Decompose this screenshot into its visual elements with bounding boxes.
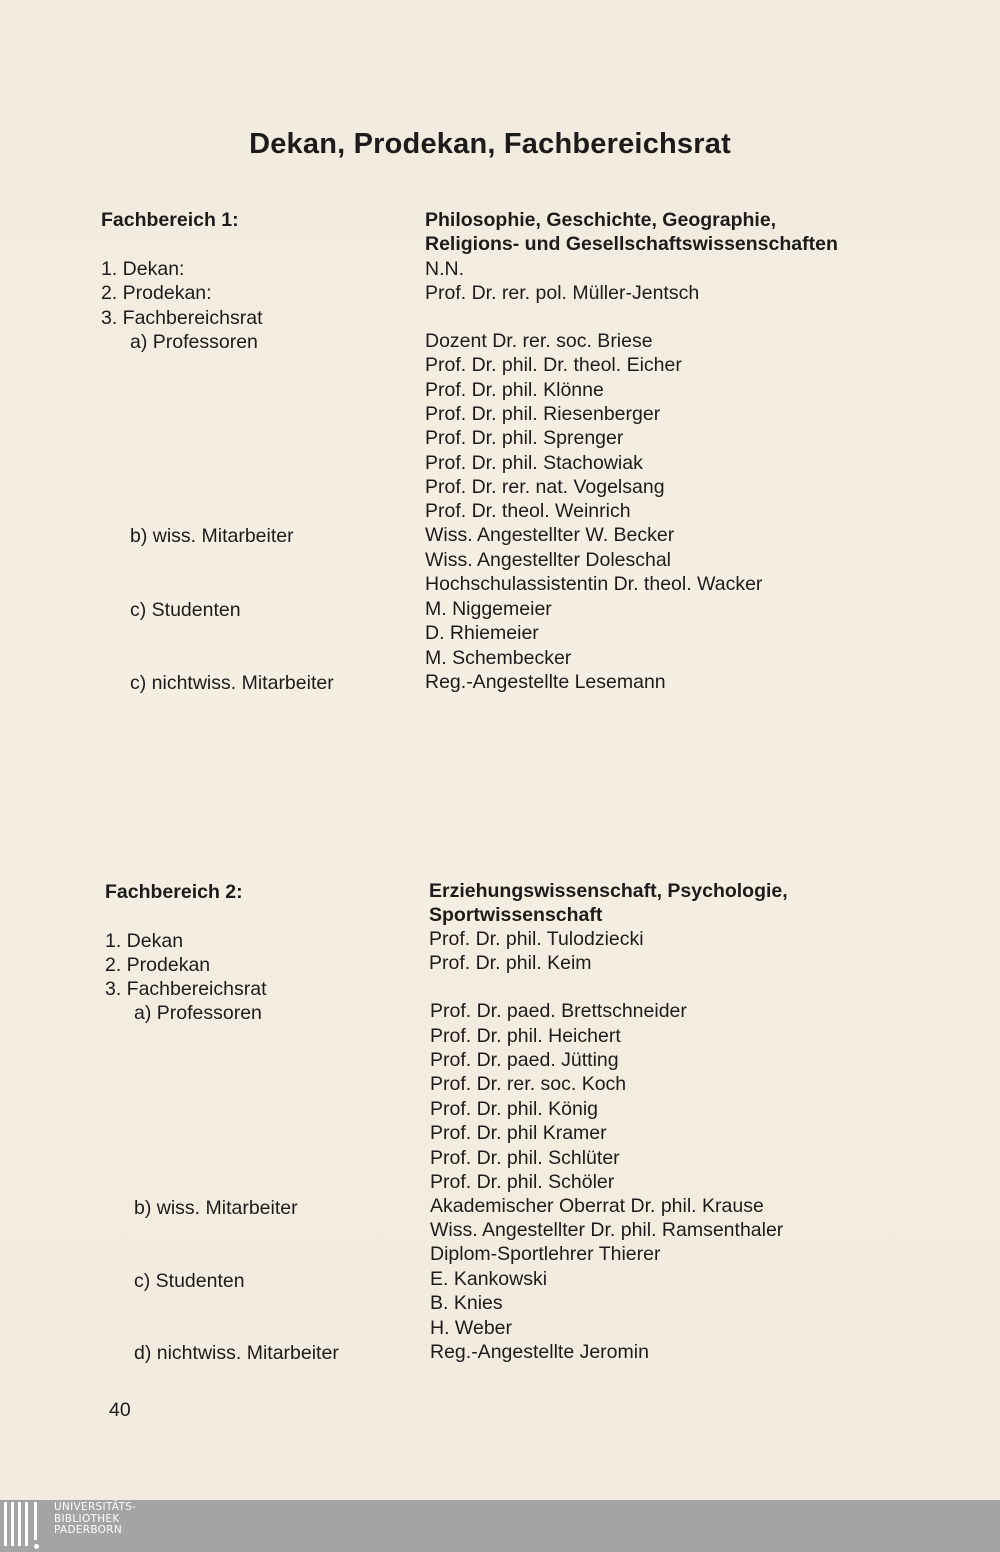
member-name: Prof. Dr. phil. Stachowiak [425, 452, 643, 474]
member-name: H. Weber [430, 1317, 512, 1339]
member-name: M. Niggemeier [425, 598, 552, 620]
member-name: Prof. Dr. phil Kramer [430, 1122, 607, 1144]
page-number: 40 [109, 1399, 131, 1421]
member-name: Akademischer Oberrat Dr. phil. Krause [430, 1195, 764, 1217]
role-label: b) wiss. Mitarbeiter [130, 525, 294, 547]
role-label: 1. Dekan: [101, 258, 185, 280]
member-name: Diplom-Sportlehrer Thierer [430, 1243, 661, 1265]
role-label: a) Professoren [130, 331, 258, 353]
role-label: c) Studenten [134, 1270, 245, 1292]
member-name: Prof. Dr. phil. Dr. theol. Eicher [425, 354, 682, 376]
library-footer [0, 1500, 1000, 1552]
member-name: E. Kankowski [430, 1268, 548, 1290]
member-name: Prof. Dr. phil. Sprenger [425, 427, 624, 449]
member-name: Prof. Dr. phil. Schlüter [430, 1147, 620, 1169]
page-title: Dekan, Prodekan, Fachbereichsrat [249, 128, 731, 160]
role-label: c) nichtwiss. Mitarbeiter [130, 672, 334, 694]
role-label: 3. Fachbereichsrat [101, 307, 263, 329]
member-name: Wiss. Angestellter Doleschal [425, 549, 672, 571]
role-label: 2. Prodekan [105, 954, 211, 976]
member-name: Prof. Dr. rer. nat. Vogelsang [425, 476, 665, 498]
subject-line: Religions- und Gesellschaftswissenschaften [425, 233, 838, 255]
member-name: Wiss. Angestellter W. Becker [425, 524, 675, 546]
role-label: d) nichtwiss. Mitarbeiter [134, 1342, 339, 1364]
member-name: Reg.-Angestellte Jeromin [430, 1341, 649, 1363]
member-name: Hochschulassistentin Dr. theol. Wacker [425, 573, 763, 595]
role-label: a) Professoren [134, 1002, 262, 1024]
section-heading: Fachbereich 1: [101, 209, 239, 231]
member-name: Reg.-Angestellte Lesemann [425, 671, 666, 693]
member-name: Prof. Dr. phil. Heichert [430, 1025, 621, 1047]
member-name: Prof. Dr. paed. Jütting [430, 1049, 619, 1071]
subject-line: Sportwissenschaft [429, 904, 603, 926]
member-name: Prof. Dr. rer. pol. Müller-Jentsch [425, 282, 700, 304]
member-name: D. Rhiemeier [425, 622, 539, 644]
role-label: 2. Prodekan: [101, 282, 212, 304]
member-name: N.N. [425, 258, 464, 280]
role-label: c) Studenten [130, 599, 241, 621]
section-heading: Fachbereich 2: [105, 881, 243, 903]
member-name: B. Knies [430, 1292, 503, 1314]
library-logo-text: UNIVERSITÄTS- BIBLIOTHEK PADERBORN [54, 1501, 137, 1536]
role-label: 3. Fachbereichsrat [105, 978, 267, 1000]
member-name: M. Schembecker [425, 647, 572, 669]
member-name: Dozent Dr. rer. soc. Briese [425, 330, 653, 352]
member-name: Prof. Dr. paed. Brettschneider [430, 1000, 687, 1022]
member-name: Prof. Dr. phil. Riesenberger [425, 403, 661, 425]
member-name: Prof. Dr. phil. Klönne [425, 379, 604, 401]
subject-line: Philosophie, Geschichte, Geographie, [425, 209, 777, 231]
member-name: Prof. Dr. rer. soc. Koch [430, 1073, 627, 1095]
member-name: Prof. Dr. phil. Schöler [430, 1171, 615, 1193]
member-name: Prof. Dr. phil. König [430, 1098, 598, 1120]
subject-line: Erziehungswissenschaft, Psychologie, [429, 880, 788, 902]
member-name: Prof. Dr. phil. Keim [429, 952, 592, 974]
member-name: Prof. Dr. theol. Weinrich [425, 500, 631, 522]
member-name: Wiss. Angestellter Dr. phil. Ramsenthaler [430, 1219, 784, 1241]
role-label: b) wiss. Mitarbeiter [134, 1197, 298, 1219]
role-label: 1. Dekan [105, 930, 184, 952]
member-name: Prof. Dr. phil. Tulodziecki [429, 928, 644, 950]
